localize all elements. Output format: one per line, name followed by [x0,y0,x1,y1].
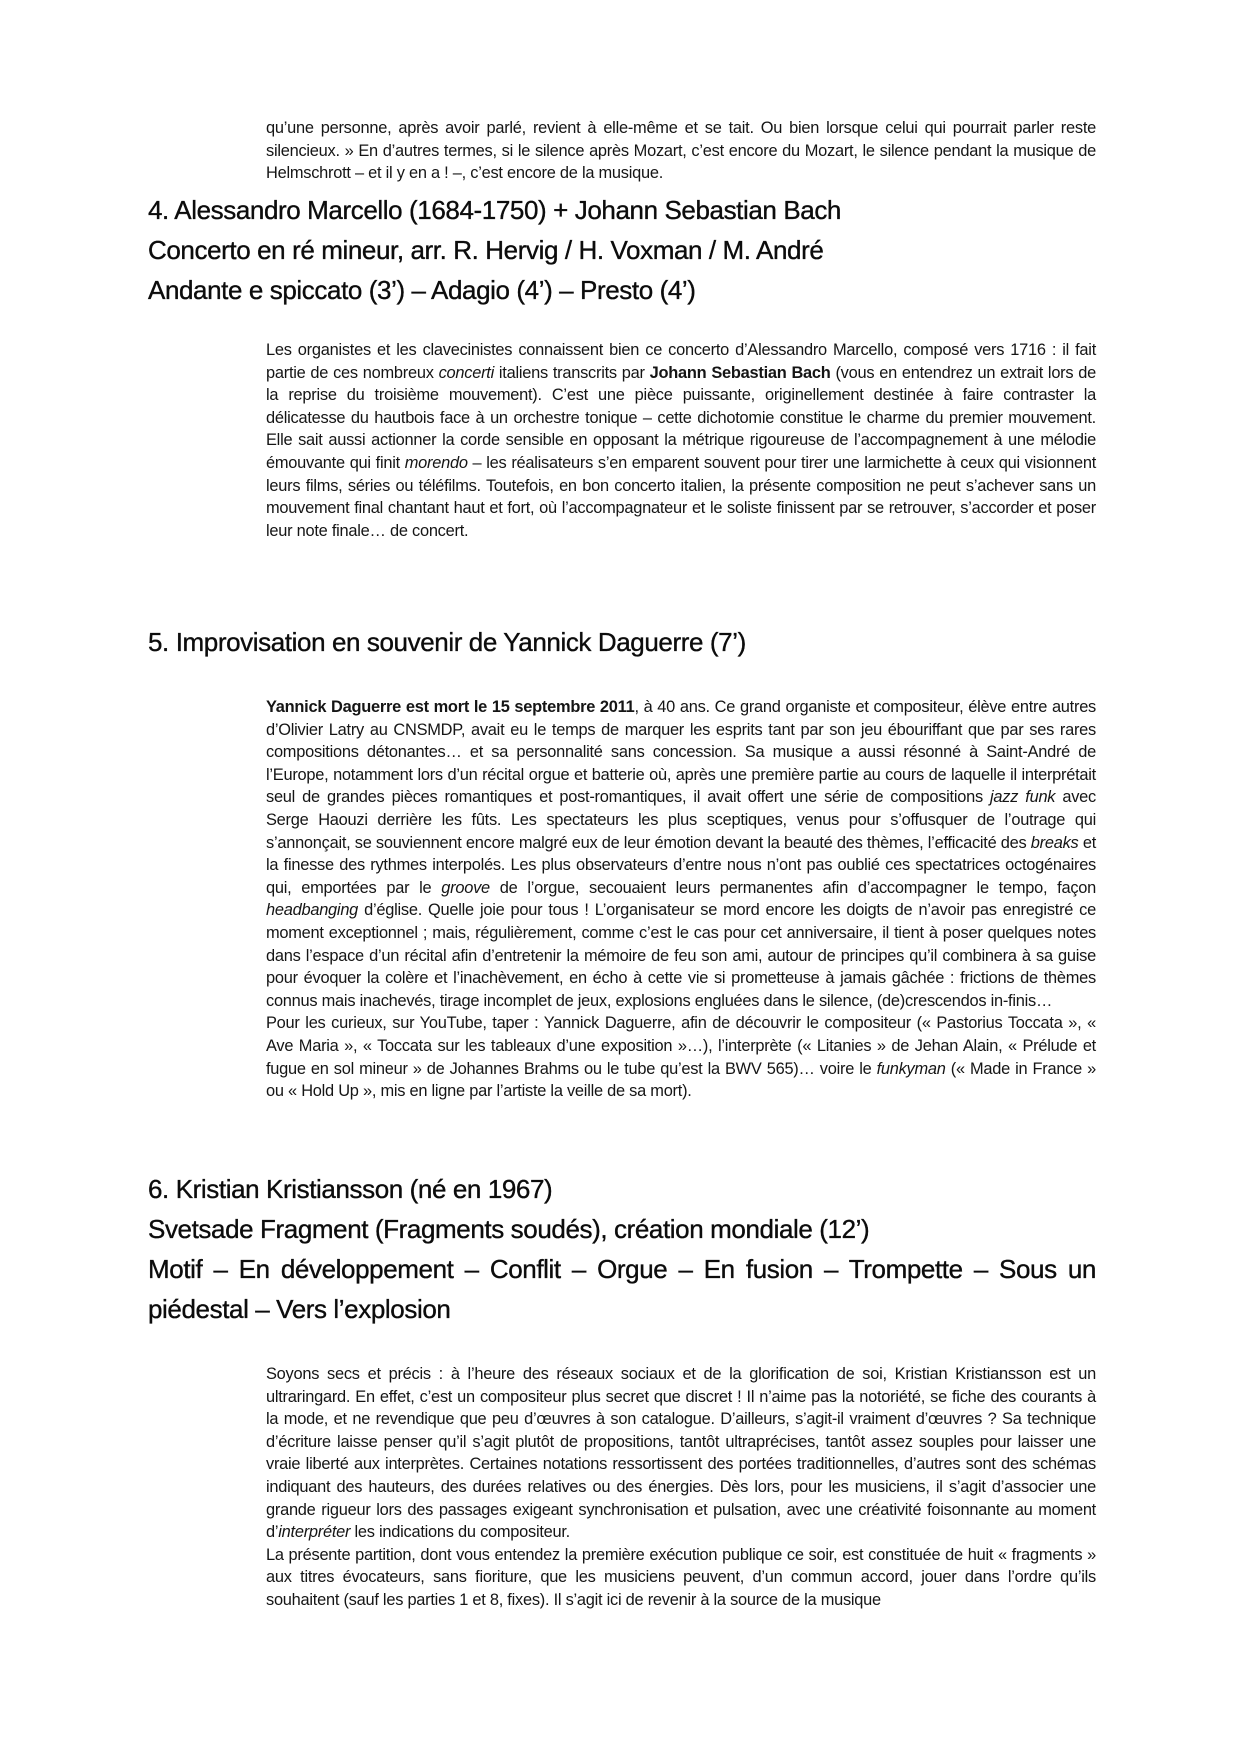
intro-paragraph [266,117,1096,185]
intro-text: qu’une personne, après avoir parlé, revient à elle-même et se tait. Ou bien lorsque celui qui pourrait parler reste silencieux. » En d’autres termes, si le silence après Mozart, c’est encore du Mozart, le silence pendant la musique de Helmschrott – et il y en a ! –, c’est encore de la musique. [266,119,1096,183]
section-6-paragraph-2: La présente partition, dont vous entendez la première exécution publique ce soir, est constituée de huit « fragments » aux titres évocateurs, sans fioriture, que les musiciens peuvent, d’un commun accord, jouer dans l’ordre qu’ils souhaitent (sauf les parties 1 et 8, fixes). Il s’agit ici de revenir à la source de la musique [266,1545,1096,1609]
section-4-body [266,339,1096,542]
section-6-work: Svetsade Fragment (Fragments soudés), création mondiale (12’) [148,1214,870,1244]
section-6-movements: Motif – En développement – Conflit – Orgue – En fusion – Trompette – Sous un piédestal – Vers l’explosion [148,1254,1096,1324]
section-5-title: 5. Improvisation en souvenir de Yannick Daguerre (7’) [148,627,746,657]
section-4-title: 4. Alessandro Marcello (1684-1750) + Johann Sebastian Bach [148,195,841,225]
section-4-paragraph: Les organistes et les clavecinistes connaissent bien ce concerto d’Alessandro Marcello, composé vers 1716 : il fait partie de ces nombreux concerti italiens transcrits par Johann Sebastian Bach (vous en entendrez un extrait lors de la reprise du troisième mouvement). C’est une pièce puissante, originellement destinée à faire contraster la délicatesse du hautbois face à un orchestre tonique – cette dichotomie constitue le charme du premier mouvement. Elle sait aussi actionner la corde sensible en opposant la métrique rigoureuse de l’accompagnement à une mélodie émouvante qui finit morendo – les réalisateurs s’en emparent souvent pour tirer une larmichette à ceux qui visionnent leurs films, séries ou téléfilms. Toutefois, en bon concerto italien, la présente composition ne peut s’achever sans un mouvement final chantant haut et fort, où l’accompagnateur et le soliste finissent par se retrouver, s’accorder et poser leur note finale… de concert. [266,341,1096,540]
section-5-paragraph-2: Pour les curieux, sur YouTube, taper : Yannick Daguerre, afin de découvrir le compositeur (« Pastorius Toccata », « Ave Maria », « Toccata sur les tableaux d’une exposition »…), l’interprète (« Litanies » de Jehan Alain, « Prélude et fugue en sol mineur » de Johannes Brahms ou le tube qu’est la BWV 565)… voire le funkyman (« Made in France » ou « Hold Up », mis en ligne par l’artiste la veille de sa mort). [266,1014,1096,1101]
section-4-heading [148,190,1096,310]
section-5-heading [148,622,1096,662]
section-5-paragraph-1: Yannick Daguerre est mort le 15 septembre 2011, à 40 ans. Ce grand organiste et compositeur, élève entre autres d’Olivier Latry au CNSMDP, avait eu le temps de marquer les esprits tant par son jeu ébouriffant que par ses rares compositions détonantes… et sa personnalité sans concession. Sa musique a aussi résonné à Saint-André de l’Europe, notamment lors d’un récital orgue et batterie où, après une première partie au cours de laquelle il interprétait seul de grandes pièces romantiques et post-romantiques, il avait offert une série de compositions jazz funk avec Serge Haouzi derrière les fûts. Les spectateurs les plus sceptiques, venus pour s’offusquer de l’outrage qui s’annonçait, se souviennent encore malgré eux de leur émotion devant la beauté des thèmes, l’efficacité des breaks et la finesse des rythmes interpolés. Les plus observateurs d’entre nous n’ont pas oublié ces spectatrices octogénaires qui, emportées par le groove de l’orgue, secouaient leurs permanentes afin d’accompagner le tempo, façon headbanging d’église. Quelle joie pour tous ! L’organisateur se mord encore les doigts de n’avoir pas enregistré ce moment exceptionnel ; mais, régulièrement, comme c’est le cas pour cet anniversaire, il tient à poser quelques notes dans l’espace d’un récital afin d’entretenir la mémoire de feu son ami, autour de principes qu’il combinera à sa guise pour évoquer la colère et l’inachèvement, en écho à cette vie si prometteuse à jamais gâchée : frictions de thèmes connus mais inachevés, tirage incomplet de jeux, explosions engluées dans le silence, (de)crescendos in-finis… [266,698,1097,1010]
section-4-work: Concerto en ré mineur, arr. R. Hervig / H. Voxman / M. André [148,235,824,265]
section-5-body [266,696,1096,1103]
section-6-paragraph-1: Soyons secs et précis : à l’heure des réseaux sociaux et de la glorification de soi, Kristian Kristiansson est un ultraringard. En effet, c’est un compositeur plus secret que discret ! Il n’aime pas la notoriété, se fiche des courants à la mode, et ne revendique que peu d’œuvres à son catalogue. D’ailleurs, s’agit-il vraiment d’œuvres ? Sa technique d’écriture laisse penser qu’il s’agit plutôt de propositions, tantôt ultraprécises, tantôt assez souples pour laisser une vraie liberté aux interprètes. Certaines notations ressortissent des portées traditionnelles, d’autres sont des schémas indiquant des hauteurs, des durées relatives ou des énergies. Dès lors, pour les musiciens, il s’agit d’associer une grande rigueur lors des passages exigeant synchronisation et pulsation, avec une créativité foisonnante au moment d’interpréter les indications du compositeur. [266,1365,1096,1542]
section-6-heading [148,1169,1096,1329]
section-4-movements: Andante e spiccato (3’) – Adagio (4’) – Presto (4’) [148,275,696,305]
section-6-body [266,1363,1096,1612]
section-6-title: 6. Kristian Kristiansson (né en 1967) [148,1174,553,1204]
